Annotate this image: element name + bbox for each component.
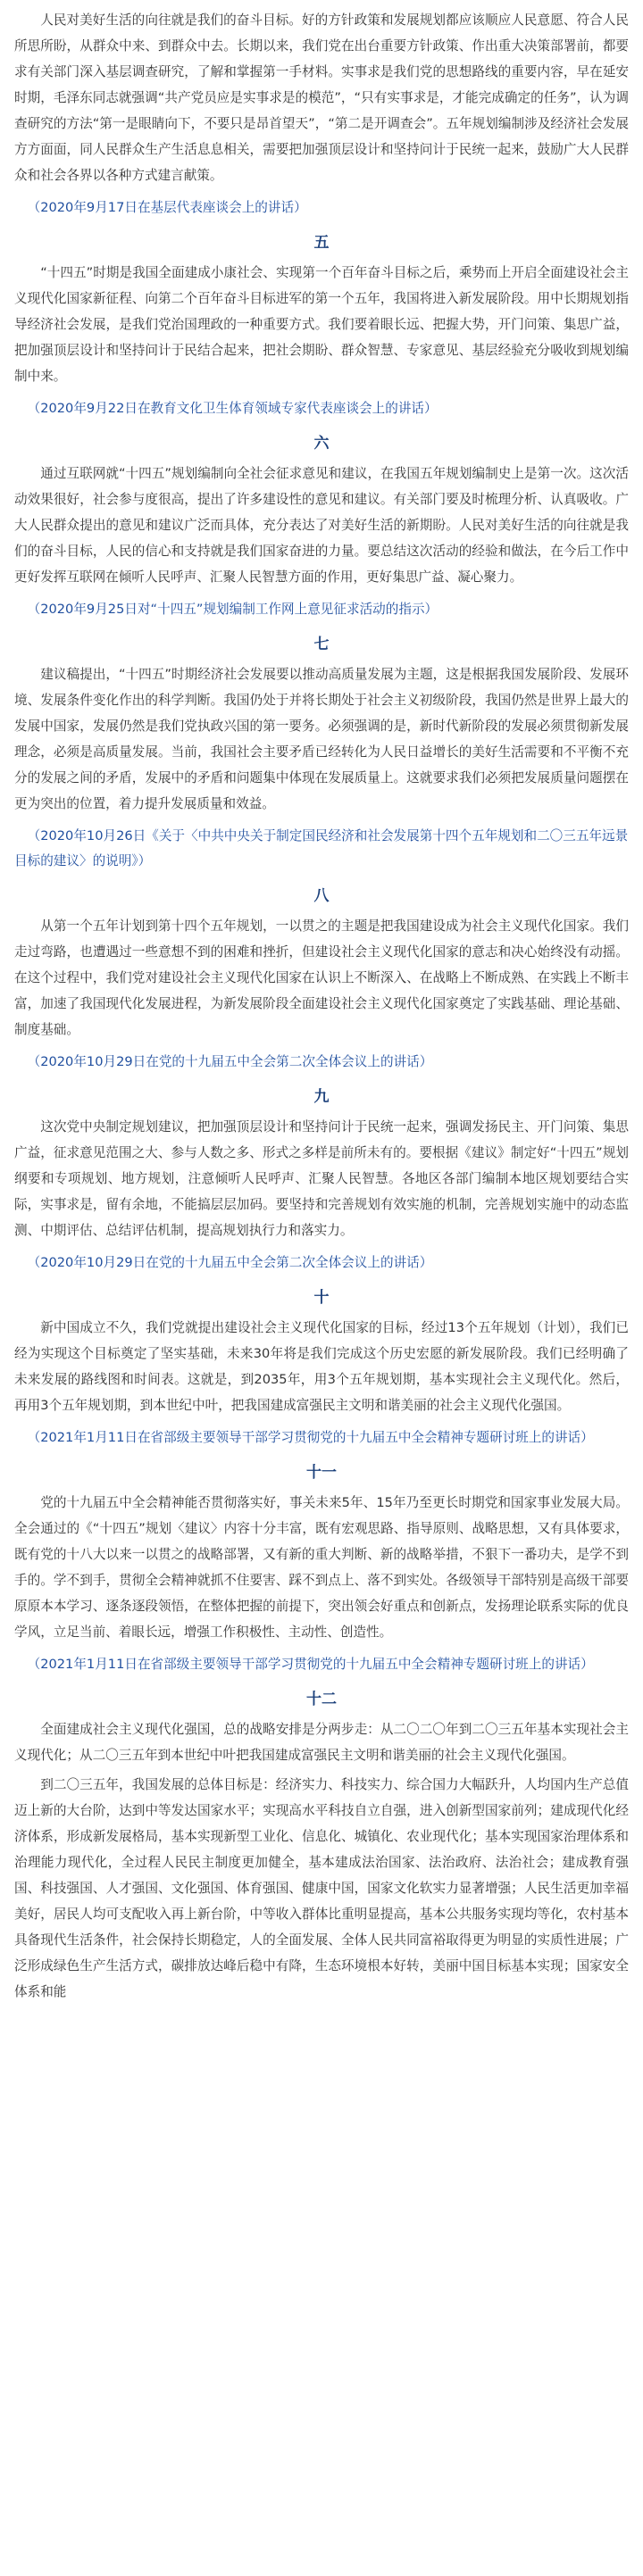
- section-numeral: 九: [313, 1088, 330, 1106]
- speech-source-citation: （2020年10月26日《关于〈中共中央关于制定国民经济和社会发展第十四个五年规划和二〇三五年远景目标的建议〉的说明》）: [14, 828, 629, 868]
- section-numeral: 六: [313, 435, 330, 453]
- article-section: [14, 7, 629, 220]
- body-paragraph: “十四五”时期是我国全面建成小康社会、实现第一个百年奋斗目标之后，乘势而上开启全面建设社会主义现代化国家新征程、向第二个百年奋斗目标进军的第一个五年，我国将进入新发展阶段。用中长期规划指导经济社会发展，是我们党治国理政的一种重要方式。我们要着眼长远、把握大势，开门问策、集思广益，把加强顶层设计和坚持问计于民结合起来，把社会期盼、群众智慧、专家意见、基层经验充分吸收到规划编制中来。: [14, 265, 629, 384]
- article-section: [14, 1284, 629, 1450]
- body-paragraph: 党的十九届五中全会精神能否贯彻落实好，事关未来5年、15年乃至更长时期党和国家事业发展大局。全会通过的《“十四五”规划〈建议〉内容十分丰富，既有宏观思路、指导原则、战略思想，又有具体要求，既有党的十八大以来一以贯之的战略部署，又有新的重大判断、新的战略举措，不狠下一番功夫，是学不到手的。学不到手，贯彻全会精神就抓不住要害、踩不到点上、落不到实处。各级领导干部特别是高级干部要原原本本学习、逐条逐段领悟，在整体把握的前提下，突出领会好重点和创新点，发扬理论联系实际的优良学风，立足当前、着眼长远，增强工作积极性、主动性、创造性。: [14, 1495, 629, 1640]
- article-section: [14, 1686, 629, 2005]
- body-paragraph: 新中国成立不久，我们党就提出建设社会主义现代化国家的目标，经过13个五年规划（计划），我们已经为实现这个目标奠定了坚实基础，未来30年将是我们完成这个历史宏愿的新发展阶段。我们已经明确了未来发展的路线图和时间表。这就是，到2035年，用3个五年规划期，基本实现社会主义现代化。然后，再用3个五年规划期，到本世纪中叶，把我国建成富强民主文明和谐美丽的社会主义现代化强国。: [14, 1320, 629, 1413]
- speech-source-citation: （2020年9月22日在教育文化卫生体育领域专家代表座谈会上的讲话）: [27, 401, 438, 416]
- speech-source-citation: （2020年10月29日在党的十九届五中全会第二次全体会议上的讲话）: [27, 1255, 433, 1270]
- section-numeral: 五: [313, 234, 330, 252]
- body-paragraph: 建议稿提出，“十四五”时期经济社会发展要以推动高质量发展为主题，这是根据我国发展阶段、发展环境、发展条件变化作出的科学判断。我国仍处于并将长期处于社会主义初级阶段，我国仍然是世界上最大的发展中国家，发展仍然是我们党执政兴国的第一要务。必须强调的是，新时代新阶段的发展必须贯彻新发展理念，必须是高质量发展。当前，我国社会主要矛盾已经转化为人民日益增长的美好生活需要和不平衡不充分的发展之间的矛盾，发展中的矛盾和问题集中体现在发展质量上。这就要求我们必须把发展质量问题摆在更为突出的位置，着力提升发展质量和效益。: [14, 667, 629, 811]
- article-section: [14, 229, 629, 421]
- body-paragraph: 从第一个五年计划到第十四个五年规划，一以贯之的主题是把我国建设成为社会主义现代化国家。我们走过弯路，也遭遇过一些意想不到的困难和挫折，但建设社会主义现代化国家的意志和决心始终没有动摇。在这个过程中，我们党对建设社会主义现代化国家在认识上不断深入、在战略上不断成熟、在实践上不断丰富，加速了我国现代化发展进程，为新发展阶段全面建设社会主义现代化国家奠定了实践基础、理论基础、制度基础。: [14, 918, 629, 1037]
- speech-source-citation: （2021年1月11日在省部级主要领导干部学习贯彻党的十九届五中全会精神专题研讨班上的讲话）: [27, 1430, 594, 1445]
- speech-source-citation: （2021年1月11日在省部级主要领导干部学习贯彻党的十九届五中全会精神专题研讨班上的讲话）: [27, 1657, 594, 1672]
- body-paragraph: 到二〇三五年，我国发展的总体目标是：经济实力、科技实力、综合国力大幅跃升，人均国内生产总值迈上新的大台阶，达到中等发达国家水平；实现高水平科技自立自强，进入创新型国家前列；建成现代化经济体系，形成新发展格局，基本实现新型工业化、信息化、城镇化、农业现代化；基本实现国家治理体系和治理能力现代化，全过程人民民主制度更加健全，基本建成法治国家、法治政府、法治社会；建成教育强国、科技强国、人才强国、文化强国、体育强国、健康中国，国家文化软实力显著增强；人民生活更加幸福美好，居民人均可支配收入再上新台阶，中等收入群体比重明显提高，基本公共服务实现均等化，农村基本具备现代生活条件，社会保持长期稳定，人的全面发展、全体人民共同富裕取得更为明显的实质性进展；广泛形成绿色生产生活方式，碳排放达峰后稳中有降，生态环境根本好转，美丽中国目标基本实现；国家安全体系和能: [14, 1777, 629, 1999]
- body-paragraph: 全面建成社会主义现代化强国，总的战略安排是分两步走：从二〇二〇年到二〇三五年基本实现社会主义现代化；从二〇三五年到本世纪中叶把我国建成富强民主文明和谐美丽的社会主义现代化强国。: [14, 1722, 629, 1763]
- section-numeral: 十一: [306, 1464, 337, 1482]
- body-paragraph: 这次党中央制定规划建议，把加强顶层设计和坚持问计于民统一起来，强调发扬民主、开门问策、集思广益，征求意见范围之大、参与人数之多、形式之多样是前所未有的。要根据《建议》制定好“十四五”规划纲要和专项规划、地方规划，注意倾听人民呼声、汇聚人民智慧。各地区各部门编制本地区规划要结合实际，实事求是，留有余地，不能搞层层加码。要坚持和完善规划有效实施的机制，完善规划实施中的动态监测、中期评估、总结评估机制，提高规划执行力和落实力。: [14, 1119, 629, 1238]
- section-numeral: 七: [313, 636, 330, 653]
- section-numeral: 十: [313, 1289, 330, 1307]
- section-numeral: 八: [313, 887, 330, 905]
- section-numeral: 十二: [306, 1691, 337, 1708]
- speech-source-citation: （2020年10月29日在党的十九届五中全会第二次全体会议上的讲话）: [27, 1054, 433, 1069]
- article-section: [14, 1459, 629, 1677]
- body-paragraph: 人民对美好生活的向往就是我们的奋斗目标。好的方针政策和发展规划都应该顺应人民意愿、符合人民所思所盼，从群众中来、到群众中去。长期以来，我们党在出台重要方针政策、作出重大决策部署前，都要求有关部门深入基层调查研究，了解和掌握第一手材料。实事求是我们党的思想路线的重要内容，早在延安时期，毛泽东同志就强调“共产党员应是实事求是的模范”，“只有实事求是，才能完成确定的任务”，认为调查研究的方法“第一是眼睛向下，不要只是昂首望天”，“第二是开调查会”。五年规划编制涉及经济社会发展方方面面，同人民群众生产生活息息相关，需要把加强顶层设计和坚持问计于民统一起来，鼓励广大人民群众和社会各界以各种方式建言献策。: [14, 12, 629, 183]
- body-paragraph: 通过互联网就“十四五”规划编制向全社会征求意见和建议，在我国五年规划编制史上是第一次。这次活动效果很好，社会参与度很高，提出了许多建设性的意见和建议。有关部门要及时梳理分析、认真吸收。广大人民群众提出的意见和建议广泛而具体，充分表达了对美好生活的新期盼。人民对美好生活的向往就是我们的奋斗目标，人民的信心和支持就是我们国家奋进的力量。要总结这次活动的经验和做法，在今后工作中更好发挥互联网在倾听人民呼声、汇聚人民智慧方面的作用，更好集思广益、凝心聚力。: [14, 466, 629, 585]
- article-section: [14, 631, 629, 874]
- article-section: [14, 1084, 629, 1276]
- speech-source-citation: （2020年9月25日对“十四五”规划编制工作网上意见征求活动的指示）: [27, 602, 438, 617]
- article-section: [14, 430, 629, 622]
- speech-source-citation: （2020年9月17日在基层代表座谈会上的讲话）: [27, 200, 307, 215]
- article-section: [14, 883, 629, 1075]
